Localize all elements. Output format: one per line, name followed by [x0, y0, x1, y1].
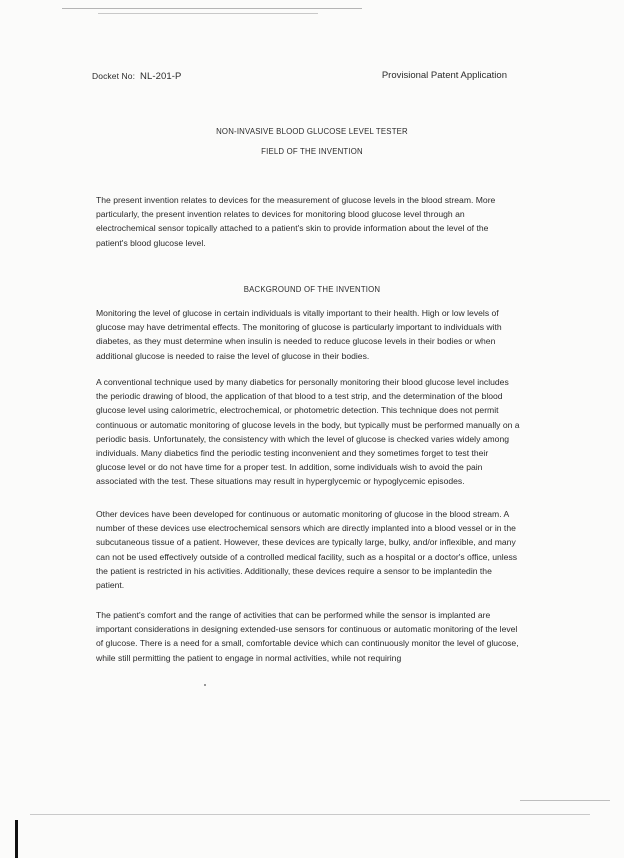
scan-edge-mark [15, 820, 18, 858]
invention-title: NON-INVASIVE BLOOD GLUCOSE LEVEL TESTER [216, 127, 408, 136]
docket-value: NL-201-P [139, 71, 182, 82]
paragraph-background-3: Other devices have been developed for continuous or automatic monitoring of glucose in the blood stream. A number of these devices use electrochemical sensors which are directly implanted into a blood vessel or in the subcutaneous tissue of a patient. However, these devices are typically large, bulky, and/or inflexible, and many can not be used effectively outside of a controlled medical facility, such as a hospital or a doctor's office, unless the patient is restricted in his activities. Additionally, these devices require a sensor to be implantedin the patient. [96, 509, 518, 591]
paragraph-background-2: A conventional technique used by many diabetics for personally monitoring their blood glucose level includes the periodic drawing of blood, the application of that blood to a test strip, and the determination of the blood glucose level using calorimetric, electrochemical, or photometric detection. This technique does not permit continuous or automatic monitoring of glucose levels in the body, but typically must be performed manually on a periodic basis. Unfortunately, the consistency with which the level of glucose is checked varies widely among individuals. Many diabetics find the periodic testing inconvenient and they sometimes forget to test their glucose level or do not have time for a proper test. In addition, some individuals wish to avoid the pain associated with the test. These situations may result in hyperglycemic or hypoglycemic episodes. [96, 377, 520, 487]
scan-artifact-line [520, 800, 610, 801]
paragraph-background-1: Monitoring the level of glucose in certain individuals is vitally important to their health. High or low levels of glucose may have detrimental effects. The monitoring of glucose is particularly important to individuals with diabetes, as they must determine when insulin is needed to reduce glucose levels in their bodies or when additional glucose is needed to raise the level of glucose in their bodies. [96, 308, 502, 361]
scan-artifact-line [98, 13, 318, 14]
application-type: Provisional Patent Application [381, 70, 507, 81]
scan-artifact-line [30, 814, 590, 815]
paragraph-field: The present invention relates to devices for the measurement of glucose levels in the blood stream. More particularly, the present invention relates to devices for monitoring blood glucose level through an electrochemical sensor topically attached to a patient's skin to provide information about the level of the patient's blood glucose level. [96, 195, 496, 248]
docket-label: Docket No: [92, 71, 136, 81]
scan-speck [204, 684, 206, 686]
scan-artifact-line [62, 8, 362, 9]
section-heading-background: BACKGROUND OF THE INVENTION [243, 285, 381, 294]
paragraph-background-4: The patient's comfort and the range of activities that can be performed while the sensor is implanted are important considerations in designing extended-use sensors for continuous or automatic monitoring of the level of glucose. There is a need for a small, comfortable device which can continuously monitor the level of glucose, while still permitting the patient to engage in normal activities, while not requiring [96, 610, 519, 663]
section-heading-field: FIELD OF THE INVENTION [261, 147, 363, 156]
docket-number [92, 71, 181, 82]
